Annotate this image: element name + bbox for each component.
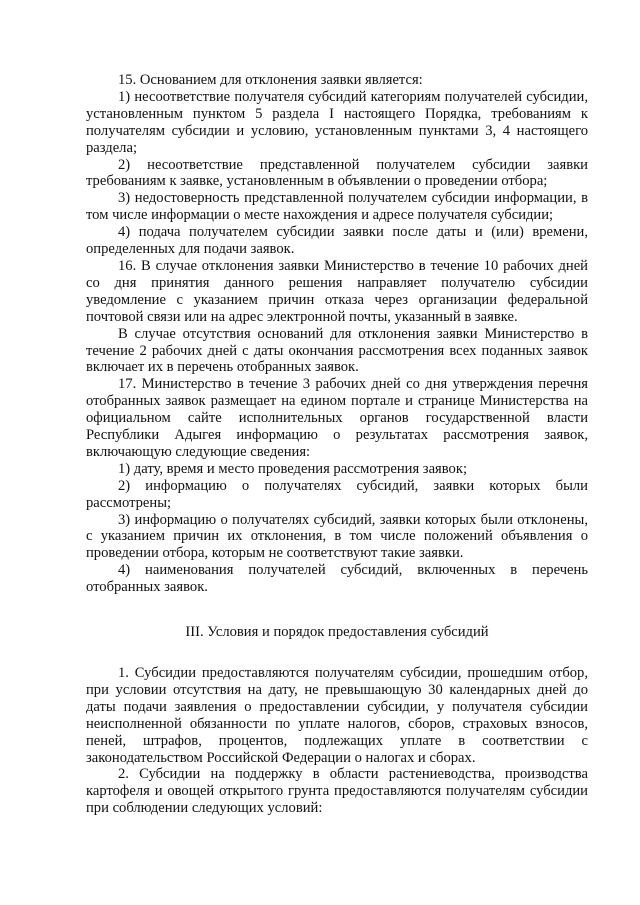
paragraph-17-item-2: 2) информацию о получателях субсидий, заявки которых были рассмотрены; (86, 477, 588, 511)
paragraph-15-item-1: 1) несоответствие получателя субсидий категориям получателей субсидии, установленным пунктом 5 раздела I настоящего Порядка, требованиям к получателям субсидии и условию, установленным пунктами 3, 4 настоящего раздела; (86, 88, 588, 156)
paragraph-17-item-1: 1) дату, время и место проведения рассмотрения заявок; (118, 460, 467, 477)
paragraph-15-item-2: 2) несоответствие представленной получателем субсидии заявки требованиям к заявке, установленным в объявлении о проведении отбора; (86, 156, 588, 190)
section-3-paragraph-2: 2. Субсидии на поддержку в области растениеводства, производства картофеля и овощей открытого грунта предоставляются получателям субсидии при соблюдении следующих условий: (86, 766, 588, 817)
paragraph-15-item-4: 4) подача получателем субсидии заявки после даты и (или) времени, определенных для подачи заявок. (86, 224, 588, 258)
paragraph-17-item-4: 4) наименования получателей субсидий, включенных в перечень отобранных заявок. (86, 562, 588, 596)
paragraph-15-item-3: 3) недостоверность представленной получателем субсидии информации, в том числе информации о месте нахождения и адресе получателя субсидии; (86, 190, 588, 224)
paragraph-16-continued: В случае отсутствия оснований для отклонения заявки Министерство в течение 2 рабочих дней с даты окончания рассмотрения всех поданных заявок включает их в перечень отобранных заявок. (86, 325, 588, 376)
paragraph-17-intro: 17. Министерство в течение 3 рабочих дней со дня утверждения перечня отобранных заявок размещает на едином портале и странице Министерства на официальном сайте исполнительных органов государственной власти Республики Адыгея информацию о результатах рассмотрения заявок, включающую следующие сведения: (86, 376, 588, 460)
paragraph-17-item-3: 3) информацию о получателях субсидий, заявки которых были отклонены, с указанием причин их отклонения, в том числе положений объявления о проведении отбора, которым не соответствуют такие заявки. (86, 511, 588, 562)
paragraph-15-intro: 15. Основанием для отклонения заявки является: (118, 72, 423, 88)
section-heading: III. Условия и порядок предоставления субсидий (185, 624, 489, 641)
section-3-paragraph-1: 1. Субсидии предоставляются получателям субсидии, прошедшим отбор, при условии отсутствия на дату, не превышающую 30 календарных дней до даты подачи заявления о предоставлении субсидии, у получателя субсидии неисполненной обязанности по уплате налогов, сборов, страховых взносов, пеней, штрафов, процентов, подлежащих уплате в соответствии с законодательством Российской Федерации о налогах и сборах. (86, 665, 588, 766)
paragraph-16: 16. В случае отклонения заявки Министерство в течение 10 рабочих дней со дня принятия данного решения направляет получателю субсидии уведомление с указанием причин отказа через организации федеральной почтовой связи или на адрес электронной почты, указанный в заявке. (86, 257, 588, 325)
